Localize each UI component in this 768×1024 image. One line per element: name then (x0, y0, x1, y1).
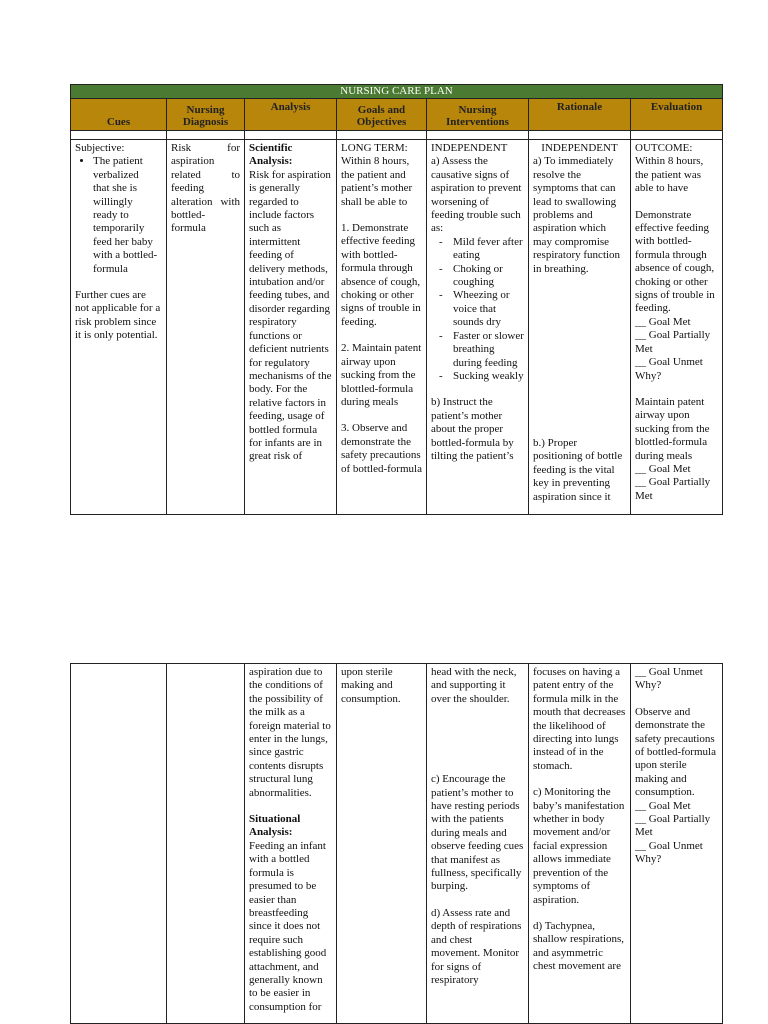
cues-cell-continued (71, 664, 167, 1024)
scientific-analysis-heading: Scientific Analysis: (249, 142, 293, 168)
rationale-c: c) Monitoring the baby’s manifestation whether in body movement and/or facial expression allows immediate prevention of the symptoms of aspiration. (533, 786, 625, 906)
evaluation-3: Observe and demonstrate the safety precautions of bottled-formula upon sterile making and consumption. (635, 705, 716, 799)
care-plan-table-continued (70, 663, 723, 1024)
goal-partial-checkbox: __ Goal Partially Met (635, 813, 711, 839)
header-diagnosis: Nursing Diagnosis (167, 99, 245, 131)
rationale-cell-continued (529, 664, 631, 1024)
care-plan-page-2 (70, 663, 722, 1024)
situational-analysis-heading: Situational Analysis: (249, 813, 301, 839)
rationale-a: a) To immediately resolve the symptoms that can lead to swallowing problems and aspiration which may compromise respiratory function in breathing. (533, 155, 621, 275)
analysis-cell-continued (245, 664, 337, 1024)
further-cues: Further cues are not applicable for a risk problem since it is only potential. (75, 289, 161, 342)
intervention-b-continued: head with the neck, and supporting it over the shoulder. (431, 666, 517, 705)
evaluation-2: Maintain patent airway upon sucking from the blottled-formula during meals (635, 395, 710, 462)
sign-item: - Wheezing or voice that sounds dry (453, 289, 524, 329)
sign-item: - Mild fever after eating (453, 236, 524, 263)
goal-unmet-checkbox: __ Goal Unmet (635, 666, 703, 678)
evaluation-intro: Within 8 hours, the patient was able to have (635, 155, 704, 195)
rationale-cell (529, 140, 631, 515)
goal-3: 3. Observe and demonstrate the safety precautions of bottled-formula (341, 422, 422, 475)
cue-bullet: • The patient verbalized that she is willingly ready to temporarily feed her baby with a bottled-formula (93, 155, 162, 276)
care-plan-page-1 (70, 84, 722, 515)
evaluation-1: Demonstrate effective feeding with bottled-formula through absence of cough, choking or other signs of trouble in feeding. (635, 208, 715, 315)
sign-item: - Sucking weakly (453, 370, 524, 383)
intervention-b: b) Instruct the patient’s mother about the proper bottled-formula by tilting the patient’s (431, 396, 514, 462)
aspiration-signs-list (431, 236, 524, 383)
rationale-d: d) Tachypnea, shallow respirations, and asymmetric chest movement are (533, 919, 625, 973)
evaluation-cell (631, 140, 723, 515)
care-plan-table (70, 84, 723, 515)
header-cues: Cues (71, 99, 167, 131)
header-rationale: Rationale (529, 99, 631, 131)
situational-analysis-text: Feeding an infant with a bottled formula is presumed to be easier than breastfeeding since it does not require such establishing good attachment, and generally known to be easier in consumption for (249, 839, 327, 1013)
intervention-a: a) Assess the causative signs of aspiration to prevent worsening of feeding trouble such as: (431, 155, 522, 235)
goal-partial-checkbox: __ Goal Partially Met (635, 329, 711, 355)
intervention-d: d) Assess rate and depth of respirations and chest movement. Monitor for signs of respiratory (431, 906, 522, 986)
outcome-label: OUTCOME: (635, 142, 693, 154)
goal-unmet-checkbox: __ Goal Unmet (635, 356, 703, 369)
header-goals: Goals and Objectives (337, 99, 427, 131)
cues-cell (71, 140, 167, 515)
table-title: NURSING CARE PLAN (71, 85, 723, 99)
long-term-label: LONG TERM: (341, 142, 408, 154)
header-interventions: Nursing Interventions (427, 99, 529, 131)
evaluation-cell-continued (631, 664, 723, 1024)
scientific-analysis-text: Risk for aspiration is generally regarded to include factors such as intermittent feeding of delivery methods, intubation and/or feeding tubes, and disorder regarding respiratory functions or deficient nutrients for regulatory mechanisms of the body. For the relative factors in feeding, usage of bottled formula for infants are in great risk of (249, 168, 332, 463)
goal-met-checkbox: __ Goal Met (635, 462, 691, 475)
why-label: Why? (635, 679, 662, 692)
goals-cell-continued (337, 664, 427, 1024)
sign-item: - Faster or slower breathing during feeding (453, 330, 524, 370)
diagnosis-cell (167, 140, 245, 515)
analysis-cell (245, 140, 337, 515)
goal-met-checkbox: __ Goal Met (635, 315, 691, 328)
goal-partial-checkbox: __ Goal Partially Met (635, 476, 711, 502)
cues-label: Subjective: (75, 142, 125, 154)
why-label: Why? (635, 369, 662, 382)
rationale-heading: INDEPENDENT (541, 142, 618, 154)
diagnosis-text: Risk for aspiration related to feeding alteration with bottled-formula (171, 142, 240, 235)
goals-intro: Within 8 hours, the patient and patient’s mother shall be able to (341, 155, 413, 208)
sign-item: - Choking or coughing (453, 263, 524, 290)
goal-met-checkbox: __ Goal Met (635, 799, 691, 812)
rationale-b: b.) Proper positioning of bottle feeding is the vital key in preventing aspiration since it (533, 437, 623, 503)
intervention-c: c) Encourage the patient’s mother to have resting periods with the patients during meals and observe feeding cues that manifest as fullness, specifically burping. (431, 773, 524, 893)
header-analysis: Analysis (245, 99, 337, 131)
interventions-heading: INDEPENDENT (431, 142, 508, 154)
goal-1: 1. Demonstrate effective feeding with bottled-formula through absence of cough, choking or other signs of trouble in feeding. (341, 222, 421, 328)
goal-unmet-checkbox: __ Goal Unmet (635, 839, 703, 852)
why-label: Why? (635, 853, 662, 866)
goal-2: 2. Maintain patent airway upon sucking from the blottled-formula during meals (341, 342, 422, 408)
interventions-cell-continued (427, 664, 529, 1024)
header-evaluation: Evaluation (631, 99, 723, 131)
rationale-b-continued: focuses on having a patent entry of the formula milk in the mouth that decreases the likelihood of directing into lungs instead of in the stomach. (533, 666, 626, 772)
goals-cell (337, 140, 427, 515)
scientific-analysis-text-continued: aspiration due to the conditions of the possibility of the milk as a foreign material to enter in the lungs, since gastric contents disrupts structural lung abnormalities. (249, 666, 331, 799)
goal-3-continued: upon sterile making and consumption. (341, 666, 401, 705)
interventions-cell (427, 140, 529, 515)
diagnosis-cell-continued (167, 664, 245, 1024)
